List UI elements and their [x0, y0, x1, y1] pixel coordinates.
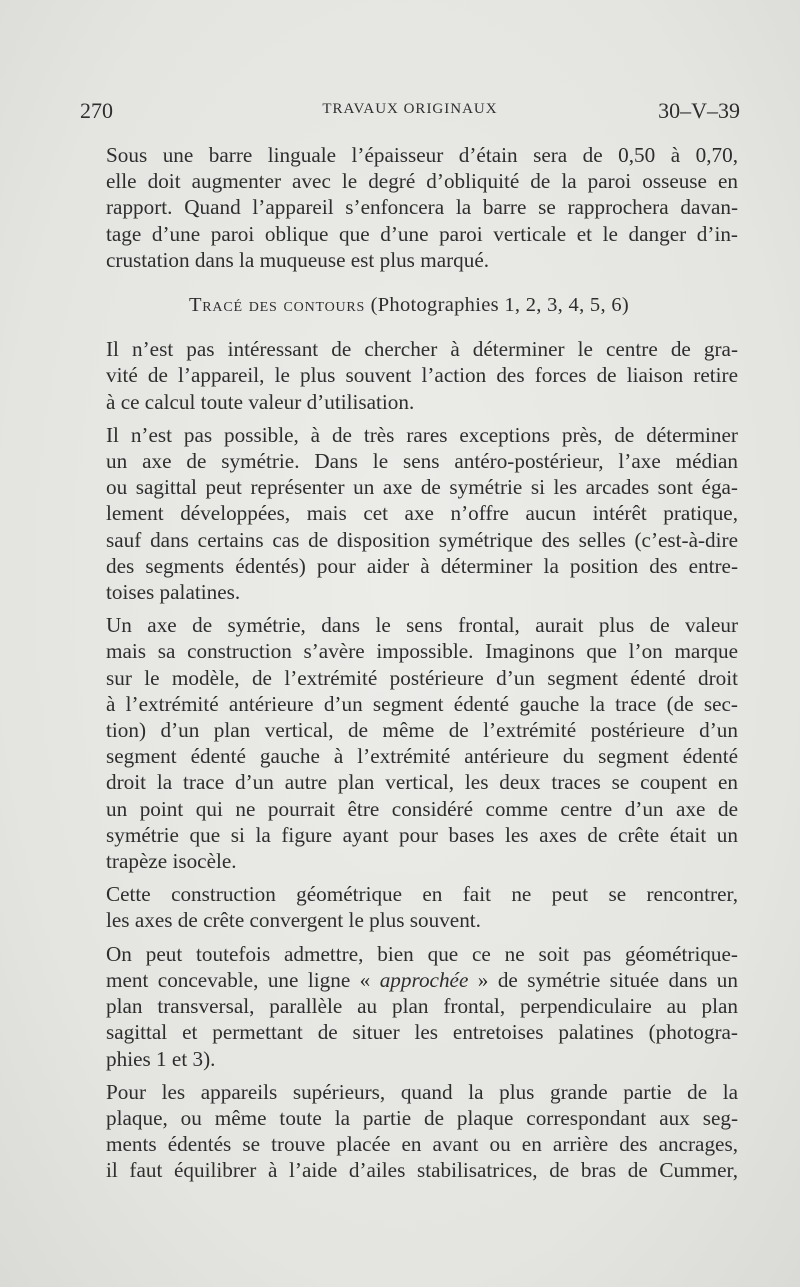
text-line: elle doit augmenter avec le degré d’obliquité de la paroi osseuse en: [106, 169, 738, 194]
paragraph-4: [80, 612, 738, 874]
text-line: phies 1 et 3).: [106, 1046, 216, 1071]
paragraph-1: [80, 142, 738, 273]
text-line: On peut toutefois admettre, bien que ce ne soit pas géométrique-: [106, 941, 738, 966]
text-line: Il n’est pas intéressant de chercher à déterminer le centre de gra-: [106, 337, 738, 362]
text-line: les axes de crête convergent le plus souvent.: [106, 908, 481, 933]
text-line: Pour les appareils supérieurs, quand la plus grande partie de la: [106, 1079, 738, 1104]
text-line: crustation dans la muqueuse est plus marqué.: [106, 247, 490, 272]
text-fragment: ment concevable, une ligne «: [106, 967, 380, 992]
text-line: rapport. Quand l’appareil s’enfoncera la barre se rapprochera davan-: [106, 195, 738, 220]
running-head: [80, 98, 740, 128]
page-number: 270: [80, 98, 113, 123]
text-line: [80, 967, 738, 993]
paragraph-2: [80, 336, 738, 415]
text-line: ou sagittal peut représenter un axe de symétrie si les arcades sont éga-: [106, 475, 738, 500]
text-line: sagittal et permettant de situer les entretoises palatines (photogra-: [106, 1020, 738, 1045]
text-line: Sous une barre linguale l’épaisseur d’étain sera de 0,50 à 0,70,: [106, 143, 738, 167]
paragraph-5: [80, 881, 738, 933]
text-line: Un axe de symétrie, dans le sens frontal, aurait plus de valeur: [106, 613, 738, 638]
text-line: il faut équilibrer à l’aide d’ailes stabilisatrices, de bras de Cummer,: [106, 1158, 738, 1183]
text-line: droit la trace d’un autre plan vertical, les deux traces se coupent en: [106, 770, 738, 795]
paragraph-3: [80, 422, 738, 605]
text-line: des segments édentés) pour aider à déterminer la position des entre-: [106, 553, 738, 578]
text-line: sauf dans certains cas de disposition symétrique des selles (c’est-à-dire: [106, 527, 738, 552]
text-line: symétrie que si la figure ayant pour bases les axes de crête était un: [106, 822, 738, 847]
text-line: tion) d’un plan vertical, de même de l’extrémité postérieure d’un: [106, 718, 738, 743]
text-line: un point qui ne pourrait être considéré comme centre d’un axe de: [106, 796, 738, 821]
text-line: lement développées, mais cet axe n’offre aucun intérêt pratique,: [106, 501, 738, 526]
text-line: Il n’est pas possible, à de très rares exceptions près, de déterminer: [106, 422, 738, 447]
text-line: à l’extrémité antérieure d’un segment édenté gauche la trace (de sec-: [106, 691, 738, 716]
text-line: un axe de symétrie. Dans le sens antéro-postérieur, l’axe médian: [106, 449, 738, 474]
text-line: sur le modèle, de l’extrémité postérieure d’un segment édenté droit: [106, 665, 738, 690]
journal-title: TRAVAUX ORIGINAUX: [322, 101, 498, 117]
section-heading: [80, 292, 738, 318]
paragraph-6: [80, 941, 738, 1072]
italic-term: approchée: [379, 967, 469, 992]
text-line: tage d’une paroi oblique que d’une paroi verticale et le danger d’in-: [106, 221, 738, 246]
text-line: plan transversal, parallèle au plan frontal, perpendiculaire au plan: [106, 994, 738, 1019]
text-line: à ce calcul toute valeur d’utilisation.: [106, 389, 415, 414]
text-line: ments édentés se trouve placée en avant ou en arrière des ancrages,: [106, 1132, 738, 1157]
paragraph-7: [80, 1079, 738, 1184]
text-line: segment édenté gauche à l’extrémité antérieure du segment édenté: [106, 744, 738, 769]
text-line: mais sa construction s’avère impossible. Imaginons que l’on marque: [106, 639, 738, 664]
section-heading-photos: (Photographies 1, 2, 3, 4, 5, 6): [370, 294, 630, 317]
text-line: toises palatines.: [106, 580, 241, 605]
text-line: trapèze isocèle.: [106, 849, 237, 874]
body-text: [80, 142, 738, 1184]
text-line: plaque, ou même toute la partie de plaque correspondant aux seg-: [106, 1105, 738, 1130]
issue-date: 30–V–39: [658, 98, 740, 123]
section-heading-title: Tracé des contours: [188, 294, 366, 317]
text-fragment: » de symétrie située dans un: [468, 967, 738, 992]
text-line: vité de l’appareil, le plus souvent l’action des forces de liaison retire: [106, 363, 738, 388]
text-line: Cette construction géométrique en fait ne peut se rencontrer,: [106, 882, 738, 907]
